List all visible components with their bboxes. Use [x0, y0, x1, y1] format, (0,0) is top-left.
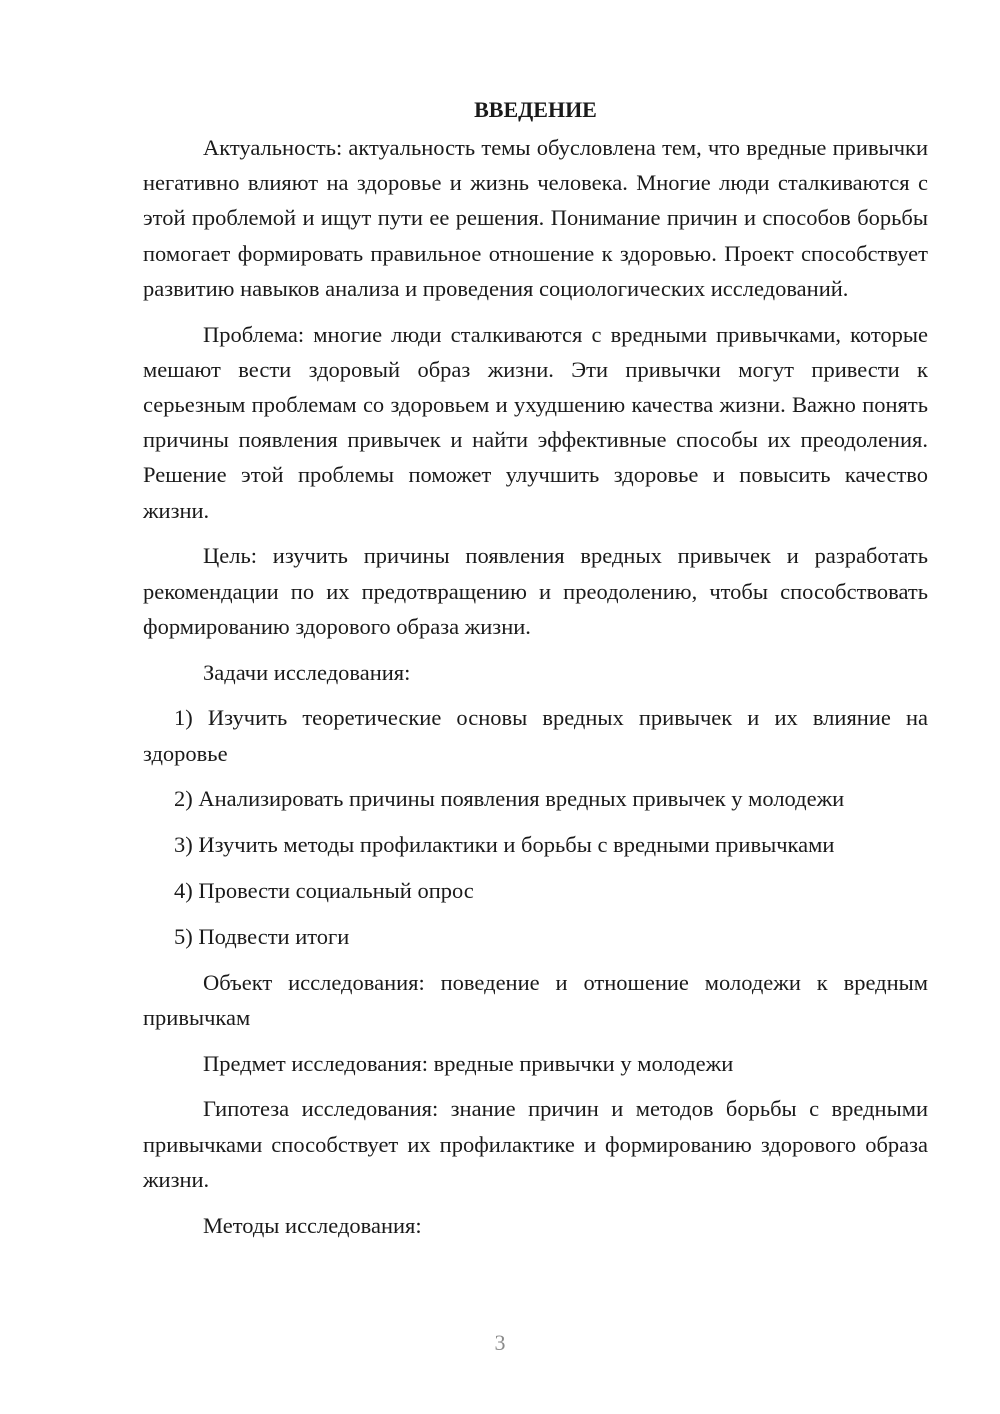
task-item-2: 2) Анализировать причины появления вредных привычек у молодежи: [174, 786, 845, 812]
page-number: 3: [494, 1330, 506, 1355]
actuality-paragraph: Актуальность: актуальность темы обусловлена тем, что вредные привычки негативно влияют на здоровье и жизнь человека. Многие люди сталкиваются с этой проблемой и ищут пути ее решения. Понимание причин и способов борьбы помогает формировать правильное отношение к здоровью. Проект способствует развитию навыков анализа и проведения социологических исследований.: [143, 135, 928, 301]
document-page: [143, 92, 928, 1253]
goal-paragraph: Цель: изучить причины появления вредных привычек и разработать рекомендации по их предотвращению и преодолению, чтобы способствовать формированию здорового образа жизни.: [143, 543, 928, 639]
subject-paragraph: Предмет исследования: вредные привычки у молодежи: [203, 1050, 734, 1076]
task-item-4: 4) Провести социальный опрос: [174, 878, 474, 904]
object-paragraph: Объект исследования: поведение и отношение молодежи к вредным привычкам: [143, 969, 928, 1030]
task-item-1: 1) Изучить теоретические основы вредных привычек и их влияние на здоровье: [143, 705, 928, 766]
hypothesis-paragraph: Гипотеза исследования: знание причин и методов борьбы с вредными привычками способствует их профилактике и формированию здорового образа жизни.: [143, 1096, 928, 1192]
methods-paragraph: Методы исследования:: [203, 1212, 422, 1238]
problem-paragraph: Проблема: многие люди сталкиваются с вредными привычками, которые мешают вести здоровый образ жизни. Эти привычки могут привести к серьезным проблемам со здоровьем и ухудшению качества жизни. Важно понять причины появления привычек и найти эффективные способы их преодоления. Решение этой проблемы поможет улучшить здоровье и повысить качество жизни.: [143, 321, 928, 523]
task-item-5: 5) Подвести итоги: [174, 923, 350, 949]
section-heading: ВВЕДЕНИЕ: [474, 97, 597, 122]
task-item-3: 3) Изучить методы профилактики и борьбы с вредными привычками: [174, 832, 835, 858]
tasks-title: Задачи исследования:: [203, 659, 411, 685]
